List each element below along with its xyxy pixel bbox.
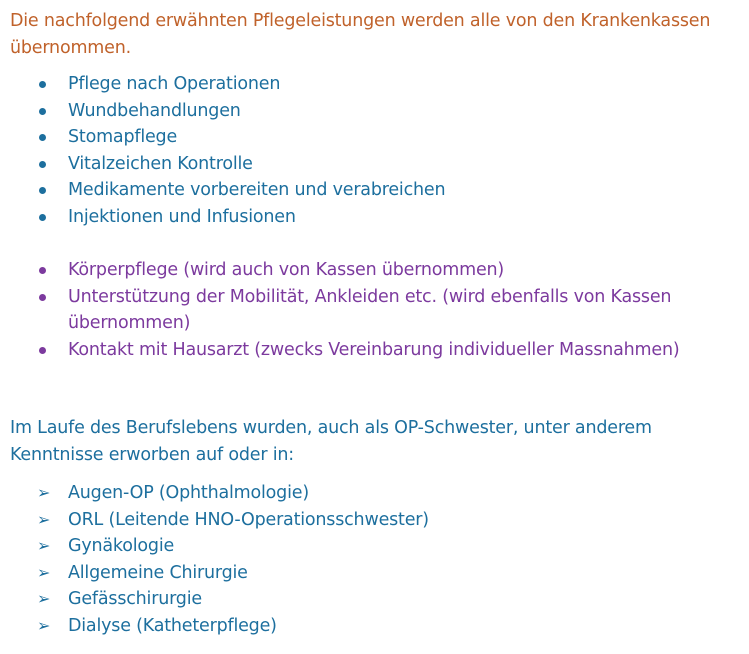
list-item [0,613,708,640]
arrow-bullet-icon: ➢ [37,562,51,582]
arrow-bullet-icon: ➢ [37,589,51,608]
list-item-label: Medikamente vorbereiten und verabreichen [68,180,446,200]
list-item [0,124,708,151]
bullet-icon [39,187,46,194]
list-item-label: Pflege nach Operationen [68,74,281,94]
career-paragraph: Im Laufe des Berufslebens wurden, auch als OP-Schwester, unter anderem Kenntnisse erworben auf oder in: [10,418,652,465]
bullet-icon [39,347,46,354]
list-item [0,560,708,587]
list-item-label: Körperpflege (wird auch von Kassen übernommen) [68,260,505,280]
list-item-label: Unterstützung der Mobilität, Ankleiden etc. (wird ebenfalls von Kassen übernommen) [68,286,672,333]
list-item [0,586,708,613]
bullet-icon [39,294,46,301]
list-item-label: Wundbehandlungen [68,100,241,121]
list-item-label: Gefässchirurgie [68,589,202,609]
bullet-icon [39,161,46,168]
list-item-label: Allgemeine Chirurgie [68,562,248,583]
list-item-label: Kontakt mit Hausarzt (zwecks Vereinbarung individueller Massnahmen) [68,339,680,360]
bullet-icon [39,214,46,221]
arrow-bullet-icon: ➢ [37,509,51,529]
bullet-icon [39,134,46,141]
additional-services-list [0,257,708,363]
list-item-label: Injektionen und Infusionen [68,206,296,227]
list-item [0,533,708,560]
list-item [0,71,708,98]
list-item [0,507,708,534]
bullet-icon [39,267,46,274]
list-item-label: Vitalzeichen Kontrolle [68,153,253,174]
arrow-bullet-icon: ➢ [37,536,51,555]
list-item [0,337,708,364]
list-item-label: ORL (Leitende HNO-Operationsschwester) [68,509,429,530]
list-item [0,284,708,337]
list-item-label: Augen-OP (Ophthalmologie) [68,483,309,503]
list-item [0,204,708,231]
intro-paragraph: Die nachfolgend erwähnten Pflegeleistungen werden alle von den Krankenkassen übernommen. [10,11,711,58]
list-item [0,151,708,178]
experience-list [0,480,708,639]
list-item-label: Dialyse (Katheterpflege) [68,615,277,636]
bullet-icon [39,108,46,115]
arrow-bullet-icon: ➢ [37,615,51,635]
list-item [0,257,708,284]
arrow-bullet-icon: ➢ [37,483,51,502]
list-item [0,98,708,125]
list-item-label: Gynäkologie [68,536,175,556]
list-item [0,177,708,204]
list-item [0,480,708,507]
bullet-icon [39,81,46,88]
services-list [0,71,708,230]
list-item-label: Stomapflege [68,127,178,147]
